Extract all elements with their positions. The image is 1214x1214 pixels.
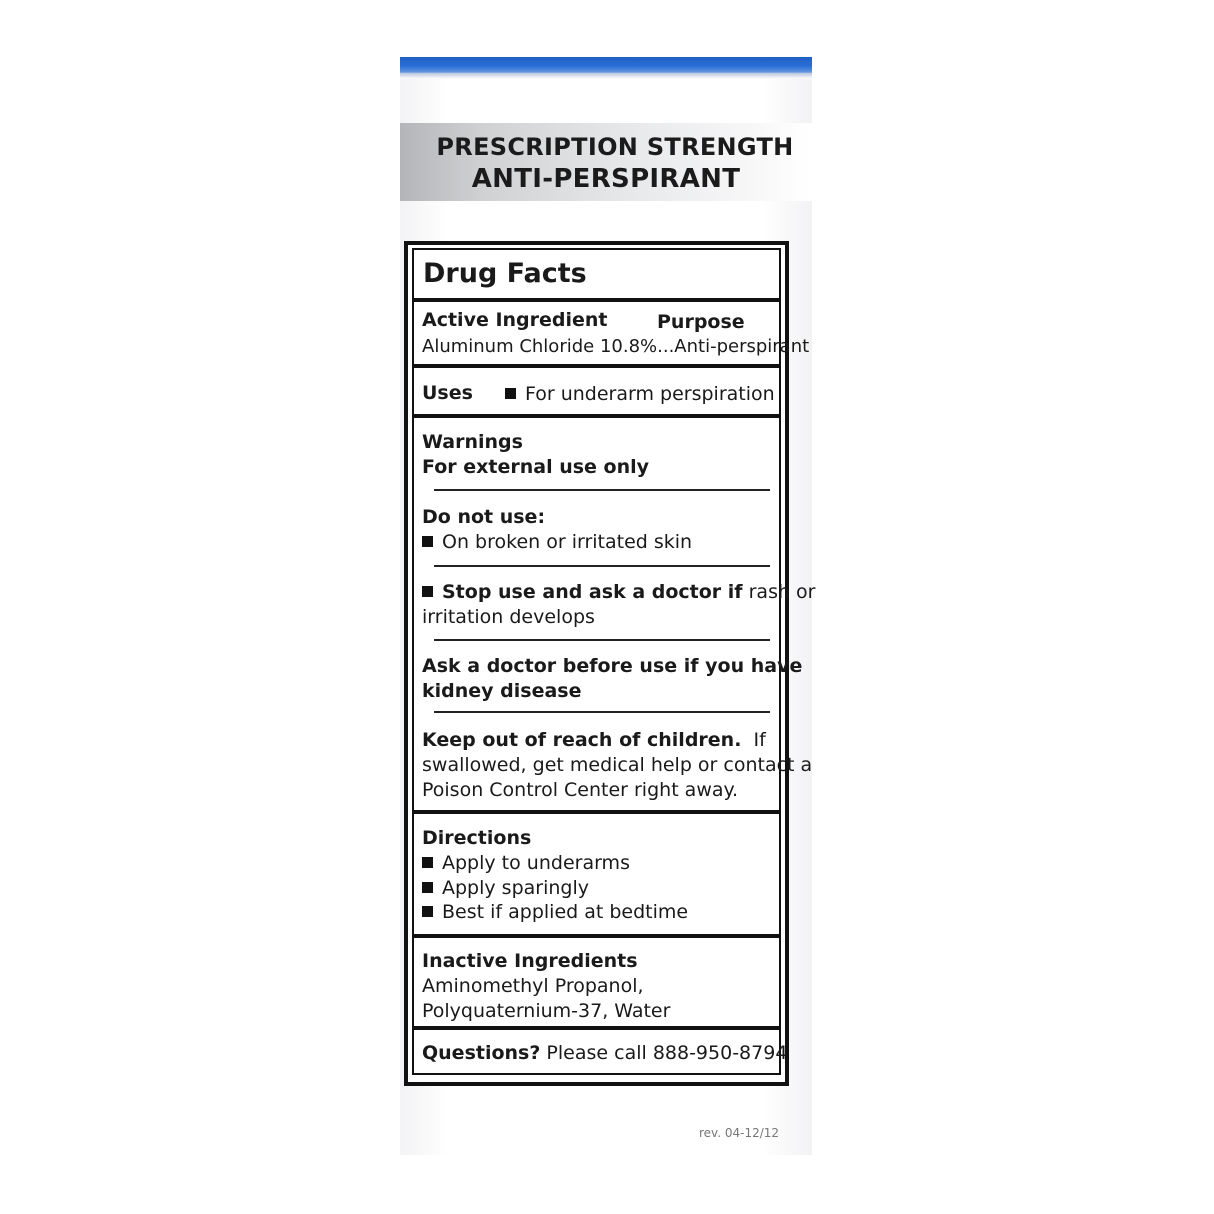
keep-out-line-2: swallowed, get medical help or contact a [422, 754, 813, 776]
divider [434, 711, 770, 713]
external-use-line: For external use only [422, 456, 650, 478]
directions-item [422, 900, 688, 925]
bullet-square-icon [422, 882, 433, 893]
keep-out-line-3: Poison Control Center right away. [422, 779, 739, 801]
divider [434, 565, 770, 567]
keep-out-line-1 [422, 728, 766, 753]
inactive-ingredients-line-2: Polyquaternium-37, Water [422, 1000, 671, 1022]
bullet-square-icon [422, 906, 433, 917]
uses-heading: Uses [422, 382, 473, 404]
keep-out-rest: If [741, 729, 766, 751]
directions-item [422, 851, 630, 876]
drug-facts-title-section [412, 248, 781, 300]
warnings-heading: Warnings [422, 431, 523, 453]
inactive-ingredients-heading: Inactive Ingredients [422, 950, 638, 972]
drug-facts-panel [404, 241, 816, 1086]
stop-use-rest: rash or [742, 581, 816, 603]
purpose-heading: Purpose [657, 311, 745, 333]
do-not-use-item-text: On broken or irritated skin [442, 531, 693, 553]
active-ingredient-section [412, 300, 810, 366]
do-not-use-item [422, 530, 692, 555]
active-ingredient-line: Aluminum Chloride 10.8%...Anti-perspirant [422, 336, 810, 357]
bullet-square-icon [505, 388, 516, 399]
warnings-section [412, 416, 816, 812]
stop-use-line-2: irritation develops [422, 606, 595, 628]
directions-item-text: Apply to underarms [442, 852, 630, 874]
directions-item-text: Apply sparingly [442, 877, 589, 899]
revision-code: rev. 04-12/12 [699, 1126, 780, 1140]
ask-doctor-line-1: Ask a doctor before use if you have [422, 655, 803, 677]
keep-out-bold: Keep out of reach of children. [422, 729, 742, 751]
bullet-square-icon [422, 536, 433, 547]
uses-item [505, 382, 775, 407]
do-not-use-heading: Do not use: [422, 506, 546, 528]
questions-section [412, 1028, 788, 1075]
inactive-ingredients-section [412, 936, 781, 1028]
uses-item-text: For underarm perspiration [525, 383, 775, 405]
top-band-edge [400, 73, 812, 79]
bullet-square-icon [422, 857, 433, 868]
uses-section [412, 366, 781, 416]
directions-heading: Directions [422, 827, 532, 849]
directions-item-text: Best if applied at bedtime [442, 901, 689, 923]
banner-line-1: PRESCRIPTION STRENGTH [436, 133, 794, 161]
drug-facts-title: Drug Facts [423, 258, 587, 289]
divider [434, 639, 770, 641]
questions-line [422, 1041, 787, 1066]
banner-line-2: ANTI-PERSPIRANT [471, 164, 741, 194]
questions-phone: Please call 888-950-8794 [540, 1042, 788, 1064]
bullet-square-icon [422, 586, 433, 597]
divider [434, 489, 770, 491]
directions-item [422, 876, 589, 901]
stop-use-line [422, 580, 816, 605]
directions-section [412, 812, 781, 936]
strength-banner [400, 123, 812, 201]
stop-use-bold: Stop use and ask a doctor if [442, 581, 743, 603]
ask-doctor-line-2: kidney disease [422, 680, 582, 702]
inactive-ingredients-line-1: Aminomethyl Propanol, [422, 975, 644, 997]
active-ingredient-heading: Active Ingredient [422, 309, 608, 331]
questions-bold: Questions? [422, 1042, 541, 1064]
